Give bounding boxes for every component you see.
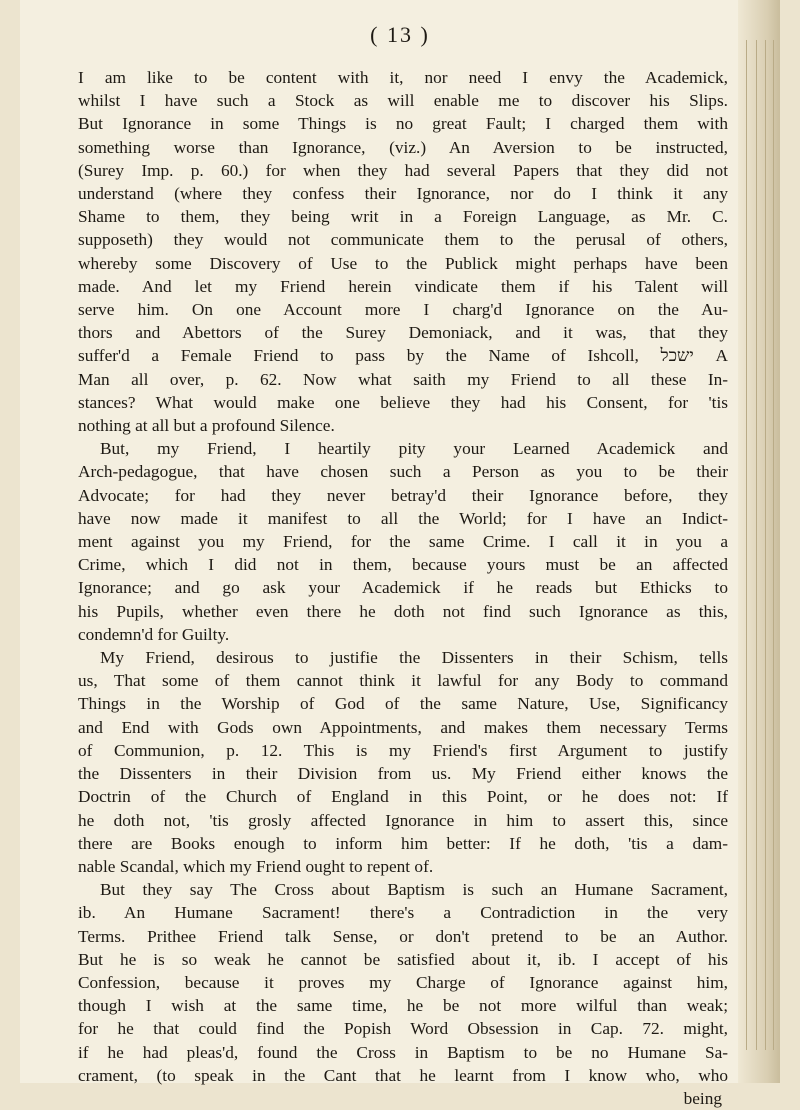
text-line: understand (where they confess their Ignorance, nor do I think it any (78, 184, 728, 204)
text-line: made. And let my Friend herein vindicate them if his Talent will (78, 276, 728, 296)
text-line: Shame to them, they being writ in a Foreign Language, as Mr. C. (78, 207, 728, 227)
text-line: nothing at all but a profound Silence. (78, 416, 335, 436)
text-line: My Friend, desirous to justifie the Dissenters in their Schism, tells (100, 648, 728, 668)
text-line: Doctrin of the Church of England in this Point, or he does not: If (78, 787, 728, 807)
catchword: being (683, 1088, 722, 1108)
text-line: Advocate; for had they never betray'd their Ignorance before, they (78, 485, 728, 505)
text-line: But Ignorance in some Things is no great Fault; I charged them with (78, 114, 728, 134)
text-line: Confession, because it proves my Charge of Ignorance against him, (78, 972, 728, 992)
text-line: Ignorance; and go ask your Academick if he reads but Ethicks to (78, 578, 728, 598)
text-line: nable Scandal, which my Friend ought to repent of. (78, 856, 434, 876)
text-line: But they say The Cross about Baptism is such an Humane Sacrament, (100, 880, 728, 900)
text-line: (Surey Imp. p. 60.) for when they had several Papers that they did not (78, 160, 728, 180)
text-line: whilst I have such a Stock as will enable me to discover his Slips. (78, 91, 728, 111)
edge-line (756, 40, 757, 1050)
text-line: whereby some Discovery of Use to the Publick might perhaps have been (78, 253, 728, 273)
text-line: But he is so weak he cannot be satisfied about it, ib. I accept of his (78, 949, 728, 969)
edge-line (765, 40, 766, 1050)
text-line: ment against you my Friend, for the same Crime. I call it in you a (78, 532, 728, 552)
page-fore-edge (738, 0, 780, 1083)
text-line: there are Books enough to inform him better: If he doth, 'tis a dam- (78, 833, 728, 853)
text-line: condemn'd for Guilty. (78, 624, 230, 644)
text-line: Crime, which I did not in them, because yours must be an affected (78, 555, 728, 575)
text-line: supposeth) they would not communicate them to the perusal of others, (78, 230, 728, 250)
text-line: his Pupils, whether even there he doth not find such Ignorance as this, (78, 601, 728, 621)
text-line: he doth not, 'tis grosly affected Ignorance in him to assert this, since (78, 810, 728, 830)
edge-line (746, 40, 747, 1050)
text-line: serve him. On one Account more I charg'd Ignorance on the Au- (78, 300, 728, 320)
text-line: crament, (to speak in the Cant that he learnt from I know who, who (78, 1065, 728, 1085)
text-line: though I wish at the same time, he be not more wilful than weak; (78, 996, 728, 1016)
page-number: ( 13 ) (370, 22, 430, 47)
text-line: Terms. Prithee Friend talk Sense, or don't pretend to be an Author. (78, 926, 728, 946)
paragraph (78, 646, 728, 878)
edge-line (773, 40, 774, 1050)
text-line: Man all over, p. 62. Now what saith my Friend to all these In- (78, 369, 728, 389)
text-line: and End with Gods own Appointments, and makes them necessary Terms (78, 717, 728, 737)
text-line: the Dissenters in their Division from us. My Friend either knows the (78, 764, 728, 784)
text-line: But, my Friend, I heartily pity your Learned Academick and (100, 439, 728, 459)
text-line: of Communion, p. 12. This is my Friend's first Argument to justify (78, 740, 728, 760)
body-text (78, 66, 728, 1110)
text-line: thors and Abettors of the Surey Demoniack, and it was, that they (78, 323, 728, 343)
text-line: ib. An Humane Sacrament! there's a Contradiction in the very (78, 903, 728, 923)
text-line: if he had pleas'd, found the Cross in Baptism to be no Humane Sa- (78, 1042, 728, 1062)
text-line: have now made it manifest to all the World; for I have an Indict- (78, 508, 728, 528)
text-line: I am like to be content with it, nor need I envy the Academick, (78, 68, 728, 87)
paragraph (78, 878, 728, 1087)
paragraph (78, 437, 728, 646)
text-line: Things in the Worship of God of the same Nature, Use, Significancy (78, 694, 728, 714)
text-line: us, That some of them cannot think it lawful for any Body to command (78, 671, 728, 691)
text-line: something worse than Ignorance, (viz.) An Aversion to be instructed, (78, 137, 728, 157)
text-line: suffer'd a Female Friend to pass by the Name of Ishcoll, ישכל A (78, 346, 728, 366)
text-line: for he that could find the Popish Word Obsession in Cap. 72. might, (78, 1019, 728, 1039)
text-line: Arch-pedagogue, that have chosen such a Person as you to be their (78, 462, 728, 482)
text-line: stances? What would make one believe they had his Consent, for 'tis (78, 392, 728, 412)
paragraph (78, 66, 728, 437)
